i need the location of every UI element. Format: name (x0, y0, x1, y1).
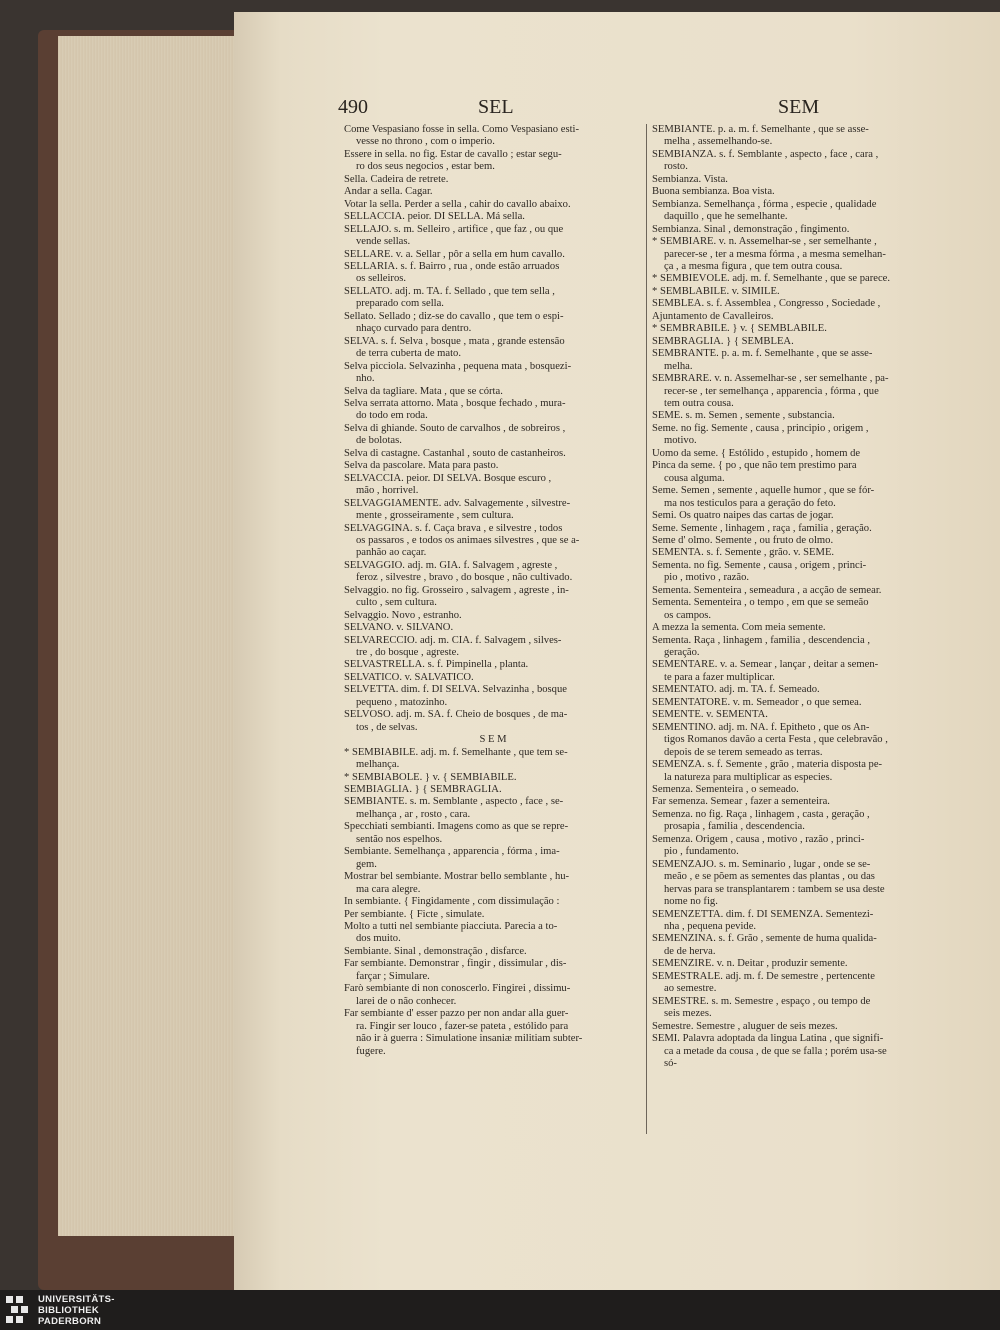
text-line: os passaros , e todos os animaes silvestres , que se a- (356, 534, 580, 546)
text-line: melhança. (356, 759, 400, 771)
text-line: nhaço curvado para dentro. (356, 323, 472, 335)
text-line: melha. (664, 360, 693, 372)
text-line: Sembianza. Vista. (652, 173, 728, 185)
text-line: Uomo da seme. { Estólido , estupido , homem de (652, 447, 861, 459)
library-name-line2: BIBLIOTHEK (38, 1305, 100, 1316)
text-line: SEMENZAJO. s. m. Seminario , lugar , onde se se- (652, 858, 871, 870)
running-head-right: SEM (778, 96, 820, 118)
text-line: mão , horrivel. (356, 485, 419, 497)
text-line: parecer-se , ter a mesma fórma , a mesma semelhan- (664, 248, 886, 260)
text-line: Selva da tagliare. Mata , que se córta. (344, 385, 503, 397)
text-line: feroz , silvestre , bravo , do bosque , não cultivado. (356, 572, 573, 584)
text-line: Farò sembiante di non conoscerlo. Fingirei , dissimu- (344, 983, 571, 995)
text-line: ra. Fingir ser louco , fazer-se pateta , estólido para (356, 1020, 569, 1032)
text-line: culto , sem cultura. (356, 597, 437, 609)
text-line: daquillo , que he semelhante. (664, 211, 788, 223)
text-line: SELVETTA. dim. f. DI SELVA. Selvazinha , bosque (344, 684, 567, 696)
text-line: só- (664, 1057, 677, 1069)
text-line: rosto. (664, 161, 688, 173)
text-line: sentão nos espelhos. (356, 833, 443, 845)
text-line: ao semestre. (664, 983, 717, 995)
text-line: pio , motivo , razão. (664, 572, 750, 584)
text-line: Semenza. Sementeira , o semeado. (652, 784, 799, 796)
library-name (38, 1294, 115, 1327)
text-line: Sella. Cadeira de retrete. (344, 173, 449, 185)
text-line: motivo. (664, 435, 697, 447)
text-line: Selvaggio. Novo , estranho. (344, 609, 462, 621)
text-line: geração. (664, 647, 700, 659)
text-line: melhança , ar , rosto , cara. (356, 808, 471, 820)
text-line: SELLATO. adj. m. TA. f. Sellado , que tem sella , (344, 285, 555, 297)
text-line: In sembiante. { Fingidamente , com dissimulação : (344, 896, 560, 908)
text-line: SELLARIA. s. f. Bairro , rua , onde estão arruados (344, 260, 560, 272)
text-line: panhão ao caçar. (356, 547, 427, 559)
page-number: 490 (338, 96, 368, 118)
text-line: SELVACCIA. peior. DI SELVA. Bosque escuro , (344, 472, 552, 484)
text-line: SEMBIANTE. s. m. Semblante , aspecto , face , se- (344, 796, 564, 808)
text-line: SEMENZIRE. v. n. Deitar , produzir semente. (652, 958, 848, 970)
text-line: Essere in sella. no fig. Estar de cavallo ; estar segu- (344, 148, 562, 160)
text-line: SEMENTE. v. SEMENTA. (652, 709, 768, 721)
text-line: fugere. (356, 1045, 386, 1057)
text-line: meão , e se põem as sementes das plantas , ou das (664, 871, 875, 883)
text-line: SEMENZA. s. f. Semente , grão , materia disposta pe- (652, 759, 883, 771)
left-column (344, 124, 642, 1058)
text-line: larei de o não conhecer. (356, 995, 457, 1007)
text-line: não ir à guerra : Simulatione insaniæ militiam subter- (356, 1033, 583, 1045)
text-line: SEMENTATORE. v. m. Semeador , o que semea. (652, 696, 862, 708)
column-divider (646, 124, 647, 1134)
text-line: nha , pequena pevide. (664, 921, 757, 932)
text-line: Sementa. Raça , linhagem , familia , descendencia , (652, 634, 870, 646)
text-line: SEMBIAGLIA. } { SEMBRAGLIA. (344, 784, 502, 796)
text-line: seis mezes. (664, 1008, 712, 1020)
text-line: nome no fig. (664, 896, 718, 908)
text-line: tos , de selvas. (356, 721, 418, 733)
text-line: SEMENZETTA. dim. f. DI SEMENZA. Sementezi- (652, 908, 874, 920)
text-line: Seme. Semente , linhagem , raça , familia , geração. (652, 522, 872, 534)
text-line: SEMBRAGLIA. } { SEMBLEA. (652, 335, 794, 347)
text-line: ca a metade da cousa , de que se falla ; porém usa-se (664, 1045, 887, 1057)
text-line: SELVOSO. adj. m. SA. f. Cheio de bosques , de ma- (344, 709, 568, 721)
text-line: farçar ; Simulare. (356, 970, 430, 982)
text-line: pio , fundamento. (664, 846, 739, 858)
text-line: os selleiros. (356, 273, 407, 285)
text-line: de terra cuberta de mato. (356, 348, 461, 360)
text-line: Selva da pascolare. Mata para pasto. (344, 460, 499, 472)
text-line: SEMENTA. s. f. Semente , grão. v. SEME. (652, 547, 835, 559)
text-line: Come Vespasiano fosse in sella. Como Vespasiano esti- (344, 124, 579, 135)
text-line: Selvaggio. no fig. Grosseiro , salvagem , agreste , in- (344, 584, 569, 596)
text-line: vesse no throno , com o imperio. (356, 136, 495, 148)
text-line: depois de se terem semeado as terras. (664, 746, 823, 758)
text-line: te para a fazer multiplicar. (664, 671, 775, 683)
text-line: recer-se , ter semelhança , apparencia , fórma , que (664, 385, 879, 397)
text-line: SELVA. s. f. Selva , bosque , mata , grande estensão (344, 335, 565, 347)
text-line: Sembianza. Semelhança , fórma , especie , qualidade (652, 198, 877, 210)
text-line: SELVAGGINA. s. f. Caça brava , e silvestre , todos (344, 522, 563, 534)
text-line: SEMBRARE. v. n. Assemelhar-se , ser semelhante , pa- (652, 373, 889, 385)
text-line: SEMENTINO. adj. m. NA. f. Epitheto , que os An- (652, 721, 870, 733)
text-line: SEMI. Palavra adoptada da lingua Latina , que signifi- (652, 1033, 884, 1045)
text-line: A mezza la sementa. Com meia semente. (652, 622, 826, 634)
text-line: Semi. Os quatro naipes das cartas de jogar. (652, 510, 834, 522)
text-line: SELLACCIA. peior. DI SELLA. Má sella. (344, 211, 525, 223)
text-line: SELVAGGIO. adj. m. GIA. f. Salvagem , agreste , (344, 559, 558, 571)
text-line: nho. (356, 373, 375, 385)
text-line: Andar a sella. Cagar. (344, 186, 433, 198)
text-line: mente , grosseiramente , sem cultura. (356, 510, 514, 522)
right-column (652, 124, 942, 1070)
text-line: SEMBRANTE. p. a. m. f. Semelhante , que se asse- (652, 348, 873, 360)
text-line: Specchiati sembianti. Imagens como as que se repre- (344, 821, 569, 833)
running-head-left: SEL (478, 96, 514, 118)
text-line: Seme. no fig. Semente , causa , principio , origem , (652, 422, 869, 434)
text-line: Molto a tutti nel sembiante piacciuta. Parecia a to- (344, 921, 558, 932)
text-line: vende sellas. (356, 236, 411, 248)
text-line: tre , do bosque , agreste. (356, 647, 459, 659)
text-line: Ajuntamento de Cavalleiros. (652, 310, 774, 322)
page-edges-stack (58, 36, 235, 1236)
text-line: SELVAGGIAMENTE. adv. Salvagemente , silvestre- (344, 497, 571, 509)
text-line: Semenza. no fig. Raça , linhagem , casta , geração , (652, 808, 870, 820)
text-line: Sementa. Sementeira , semeadura , a acção de semear. (652, 584, 882, 596)
text-line: SEMESTRALE. adj. m. f. De semestre , pertencente (652, 970, 875, 982)
text-line: Far semenza. Semear , fazer a sementeira. (652, 796, 830, 808)
text-line: de de herva. (664, 945, 716, 957)
text-line: SEMBLEA. s. f. Assemblea , Congresso , Sociedade , (652, 298, 881, 310)
text-line: Selva picciola. Selvazinha , pequena mata , bosquezi- (344, 360, 572, 372)
text-line: SELVANO. v. SILVANO. (344, 622, 454, 634)
text-line: ma nos testiculos para a geração do feto. (664, 497, 836, 509)
text-line: melha , assemelhando-se. (664, 136, 773, 148)
text-line: Sementa. no fig. Semente , causa , origem , princi- (652, 559, 867, 571)
text-line: SEMENTATO. adj. m. TA. f. Semeado. (652, 684, 820, 696)
text-line: SELVATICO. v. SALVATICO. (344, 671, 474, 683)
text-line: Selva serrata attorno. Mata , bosque fechado , mura- (344, 397, 566, 409)
text-line: os campos. (664, 609, 712, 621)
text-line: ma cara alegre. (356, 883, 421, 895)
text-line: * SEMBRABILE. } v. { SEMBLABILE. (652, 323, 827, 335)
text-line: do todo em roda. (356, 410, 428, 422)
text-line: hervas para se transplantarem : tambem se usa deste (664, 883, 885, 895)
text-line: * SEMBIEVOLE. adj. m. f. Semelhante , que se parece. (652, 273, 890, 285)
library-footer (0, 1290, 1000, 1330)
text-line: SEME. s. m. Semen , semente , substancia. (652, 410, 835, 422)
text-line: Selva di castagne. Castanhal , souto de castanheiros. (344, 447, 566, 459)
text-line: la natureza para multiplicar as especies. (664, 771, 833, 783)
text-line: S E M (479, 734, 507, 746)
text-line: pequeno , matozinho. (356, 696, 448, 708)
text-line: Sementa. Sementeira , o tempo , em que se semeão (652, 597, 869, 609)
text-line: Semestre. Semestre , aluguer de seis mezes. (652, 1020, 838, 1032)
text-line: prosapia , familia , descendencia. (664, 821, 805, 833)
text-line: tigos Romanos davão a certa Festa , que celebravão , (664, 734, 888, 746)
text-line: Sembianza. Sinal , demonstração , fingimento. (652, 223, 850, 235)
text-line: Buona sembianza. Boa vista. (652, 186, 775, 198)
text-line: Semenza. Origem , causa , motivo , razão , princi- (652, 833, 865, 845)
text-line: Selva di ghiande. Souto de carvalhos , de sobreiros , (344, 422, 566, 434)
library-name-line1: UNIVERSITÄTS- (38, 1294, 115, 1305)
text-line: SEMBIANZA. s. f. Semblante , aspecto , face , cara , (652, 148, 879, 160)
text-line: Votar la sella. Perder a sella , cahir do cavallo abaixo. (344, 198, 571, 210)
text-line: SELLARE. v. a. Sellar , pôr a sella em hum cavallo. (344, 248, 565, 260)
text-line: Pinca da seme. { po , que não tem prestimo para (652, 460, 857, 472)
text-line: * SEMBIABOLE. } v. { SEMBIABILE. (344, 771, 517, 783)
text-line: SEMENZINA. s. f. Grão , semente de huma qualida- (652, 933, 877, 945)
library-logo-icon (6, 1296, 34, 1326)
text-line: Sembiante. Sinal , demonstração , disfarce. (344, 945, 527, 957)
text-line: Seme. Semen , semente , aquelle humor , que se fór- (652, 485, 875, 497)
text-line: cousa alguma. (664, 472, 725, 484)
text-line: Far sembiante d' esser pazzo per non andar alla guer- (344, 1008, 569, 1020)
text-line: SEMENTARE. v. a. Semear , lançar , deitar a semen- (652, 659, 879, 671)
text-line: * SEMBLABILE. v. SIMILE. (652, 285, 780, 297)
text-line: dos muito. (356, 933, 401, 945)
text-line: * SEMBIABILE. adj. m. f. Semelhante , que tem se- (344, 746, 568, 758)
text-line: Sembiante. Semelhança , apparencia , fórma , ima- (344, 846, 560, 858)
text-line: ro dos seus negocios , estar bem. (356, 161, 495, 173)
text-line: Seme d' olmo. Semente , ou fruto de olmo. (652, 534, 834, 546)
text-line: Per sembiante. { Ficte , simulate. (344, 908, 485, 920)
text-line: Mostrar bel sembiante. Mostrar bello semblante , hu- (344, 871, 570, 883)
text-line: * SEMBIARE. v. n. Assemelhar-se , ser semelhante , (652, 236, 877, 248)
text-line: SELVARECCIO. adj. m. CIA. f. Salvagem , silves- (344, 634, 562, 646)
text-line: ça , a mesma figura , que tem outra cousa. (664, 260, 843, 272)
text-line: Far sembiante. Demonstrar , fingir , dissimular , dis- (344, 958, 567, 970)
text-line: Sellato. Sellado ; diz-se do cavallo , que tem o espi- (344, 310, 564, 322)
text-line: tem outra cousa. (664, 397, 734, 409)
text-line: de bolotas. (356, 435, 402, 447)
library-name-line3: PADERBORN (38, 1316, 102, 1327)
text-line: SELVASTRELLA. s. f. Pimpinella , planta. (344, 659, 529, 671)
text-line: SEMESTRE. s. m. Semestre , espaço , ou tempo de (652, 995, 871, 1007)
text-line: SELLAJO. s. m. Selleiro , artifice , que faz , ou que (344, 223, 564, 235)
text-line: gem. (356, 858, 377, 870)
text-line: SEMBIANTE. p. a. m. f. Semelhante , que se asse- (652, 124, 869, 135)
text-line: preparado com sella. (356, 298, 444, 310)
